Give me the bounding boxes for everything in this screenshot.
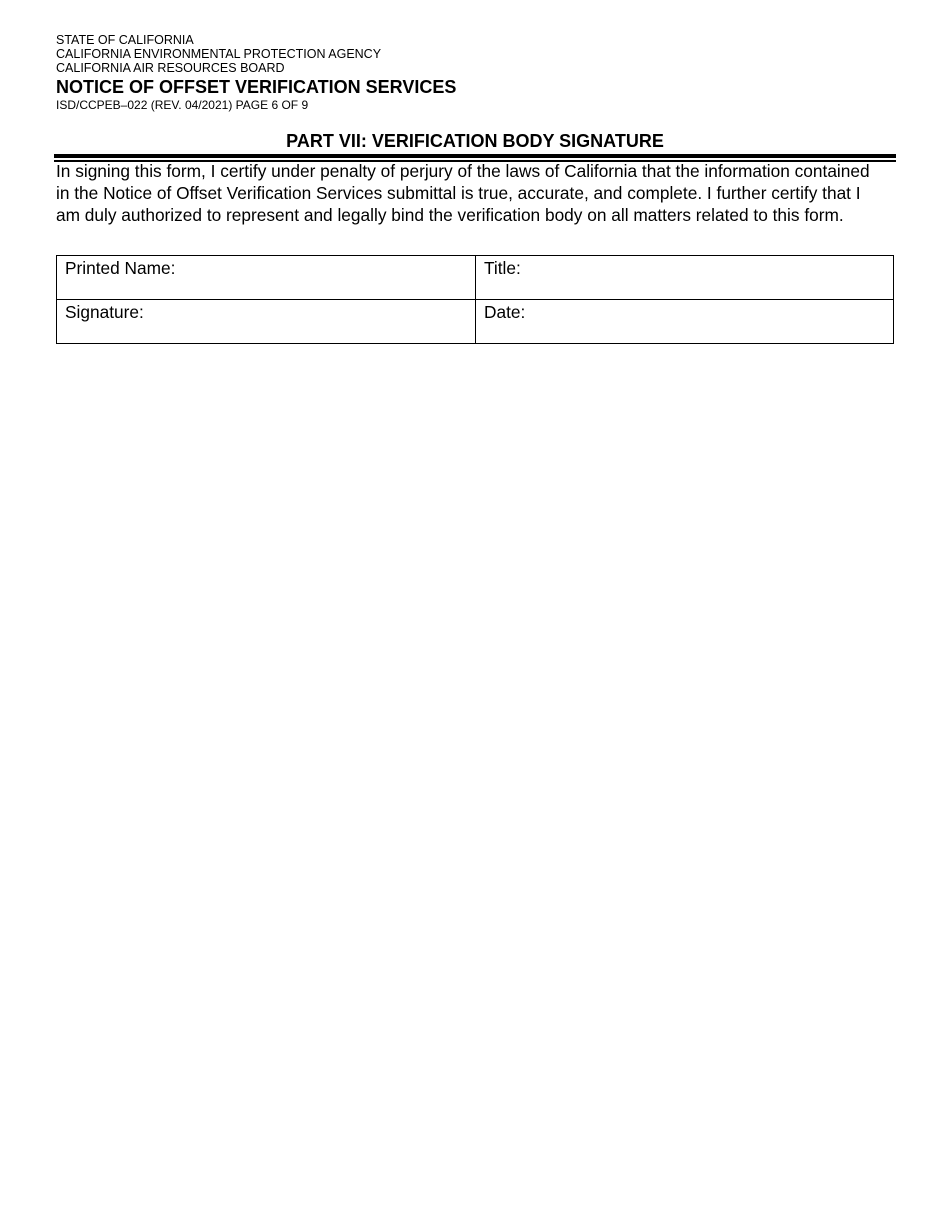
form-header bbox=[56, 33, 656, 112]
title-label: Title: bbox=[484, 258, 521, 278]
form-identifier: ISD/CCPEB–022 (REV. 04/2021) PAGE 6 OF 9 bbox=[56, 98, 309, 112]
table-row bbox=[57, 256, 894, 300]
signature-field[interactable] bbox=[57, 300, 476, 344]
signature-table bbox=[56, 255, 894, 344]
state-label: STATE OF CALIFORNIA bbox=[56, 33, 194, 47]
signature-label: Signature: bbox=[65, 302, 144, 322]
date-field[interactable] bbox=[476, 300, 894, 344]
section-title: PART VII: VERIFICATION BODY SIGNATURE bbox=[286, 131, 664, 151]
agency-label: CALIFORNIA ENVIRONMENTAL PROTECTION AGENCY bbox=[56, 47, 382, 61]
table-row bbox=[57, 300, 894, 344]
date-label: Date: bbox=[484, 302, 526, 322]
certification-statement: In signing this form, I certify under penalty of perjury of the laws of California that the information contained in the Notice of Offset Verification Services submittal is true, accurate, and complete. I further certify that I am duly authorized to represent and legally bind the verification body on all matters related to this form. bbox=[56, 161, 870, 225]
board-label: CALIFORNIA AIR RESOURCES BOARD bbox=[56, 61, 285, 75]
title-field[interactable] bbox=[476, 256, 894, 300]
section-divider-thick bbox=[54, 154, 896, 158]
printed-name-label: Printed Name: bbox=[65, 258, 176, 278]
document-title: NOTICE OF OFFSET VERIFICATION SERVICES bbox=[56, 77, 457, 97]
printed-name-field[interactable] bbox=[57, 256, 476, 300]
